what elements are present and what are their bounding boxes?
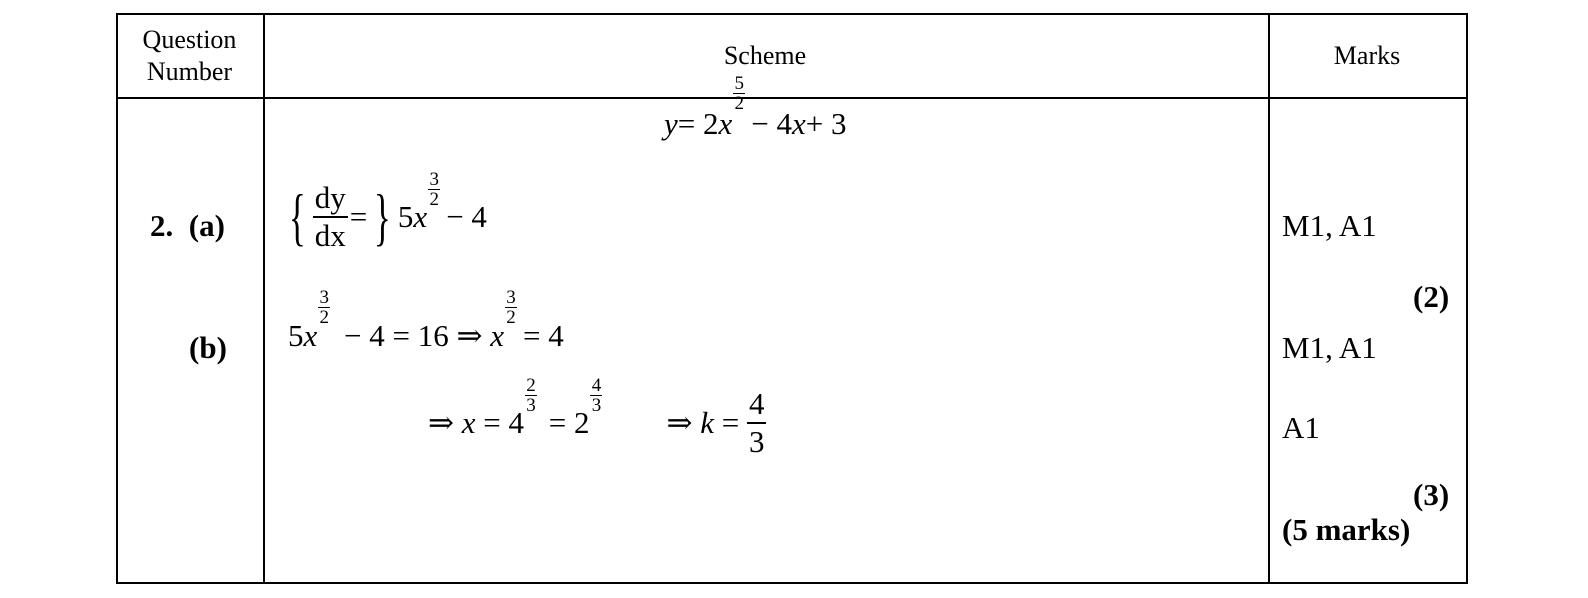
b1-tail: = 4 [522,317,564,353]
b2-exp1-den: 3 [526,394,536,416]
k-fraction [747,386,767,460]
b2-exp2-num: 4 [591,374,602,396]
b2-implies2: ⇒ [666,405,701,440]
b1-mid: − 4 = 16 ⇒ [336,317,491,353]
header-marks: Marks [1333,41,1401,70]
given-exponent [733,74,745,113]
b2-exp2-den: 3 [591,394,602,416]
column-divider-1 [263,15,265,582]
marks-a: M1, A1 [1282,208,1377,243]
b1-exponent1 [318,288,330,327]
part-a-tail: − 4 [446,199,487,234]
question-number-text: 2. [150,208,174,243]
b1-x1: x [303,317,318,353]
part-a-label: (a) [188,208,225,243]
dy-numerator: dy [314,180,346,215]
b2-k: k [700,405,714,440]
part-b-label: (b) [189,330,227,365]
given-exp-num: 5 [734,73,745,94]
k-denominator: 3 [748,424,765,459]
dx-denominator: dx [314,218,346,253]
b1-exp2-den: 2 [506,307,516,328]
b1-exponent2 [505,288,517,327]
b2-exponent2 [590,376,602,415]
question-number [150,208,225,244]
b2-exp1-num: 2 [526,374,536,396]
given-minus: − 4 [751,105,792,141]
b2-exponent1 [525,376,537,415]
b2-implies1: ⇒ [428,405,462,440]
part-a-x: x [413,199,428,234]
given-equation [664,73,847,143]
part-a-exp-den: 2 [429,188,439,210]
b1-exp1-num: 3 [319,287,330,308]
marks-b-total: (3) [1413,477,1450,512]
marks-b1: M1, A1 [1282,330,1377,365]
b2-eq2: = 2 [540,405,590,440]
header-divider [118,97,1466,99]
b1-x2: x [490,317,504,353]
part-b-line2 [428,374,766,460]
given-y: y [664,105,678,141]
given-x2: x [792,105,806,141]
brace-close: } [374,181,392,252]
b2-eq3: = [713,405,747,440]
header-scheme: Scheme [723,41,807,70]
b2-x: x [461,405,476,440]
header-question-line1: Question [142,25,237,54]
header-question-line2: Number [146,57,233,86]
part-a-derivative [282,168,487,254]
column-divider-2 [1268,15,1270,582]
part-a-exponent [428,170,440,209]
k-numerator: 4 [748,386,765,421]
header-question-number [118,24,261,88]
b1-exp1-den: 2 [319,307,330,328]
part-b-line1 [288,287,564,355]
part-a-coef: 5 [397,199,414,234]
b1-coef: 5 [288,317,304,353]
marks-grand-total: (5 marks) [1282,512,1411,547]
given-exp-den: 2 [734,93,745,114]
given-x: x [718,105,733,141]
b2-eq1: = 4 [475,405,524,440]
marks-b2: A1 [1282,410,1320,445]
b1-exp2-num: 3 [506,287,516,308]
given-eq: = 2 [677,105,719,141]
brace-open: { [288,181,306,252]
part-a-exp-num: 3 [429,168,439,190]
given-tail: + 3 [805,105,847,141]
dy-dx-fraction [313,180,348,254]
marks-a-total: (2) [1413,279,1450,314]
part-a-equals: = [349,199,368,234]
